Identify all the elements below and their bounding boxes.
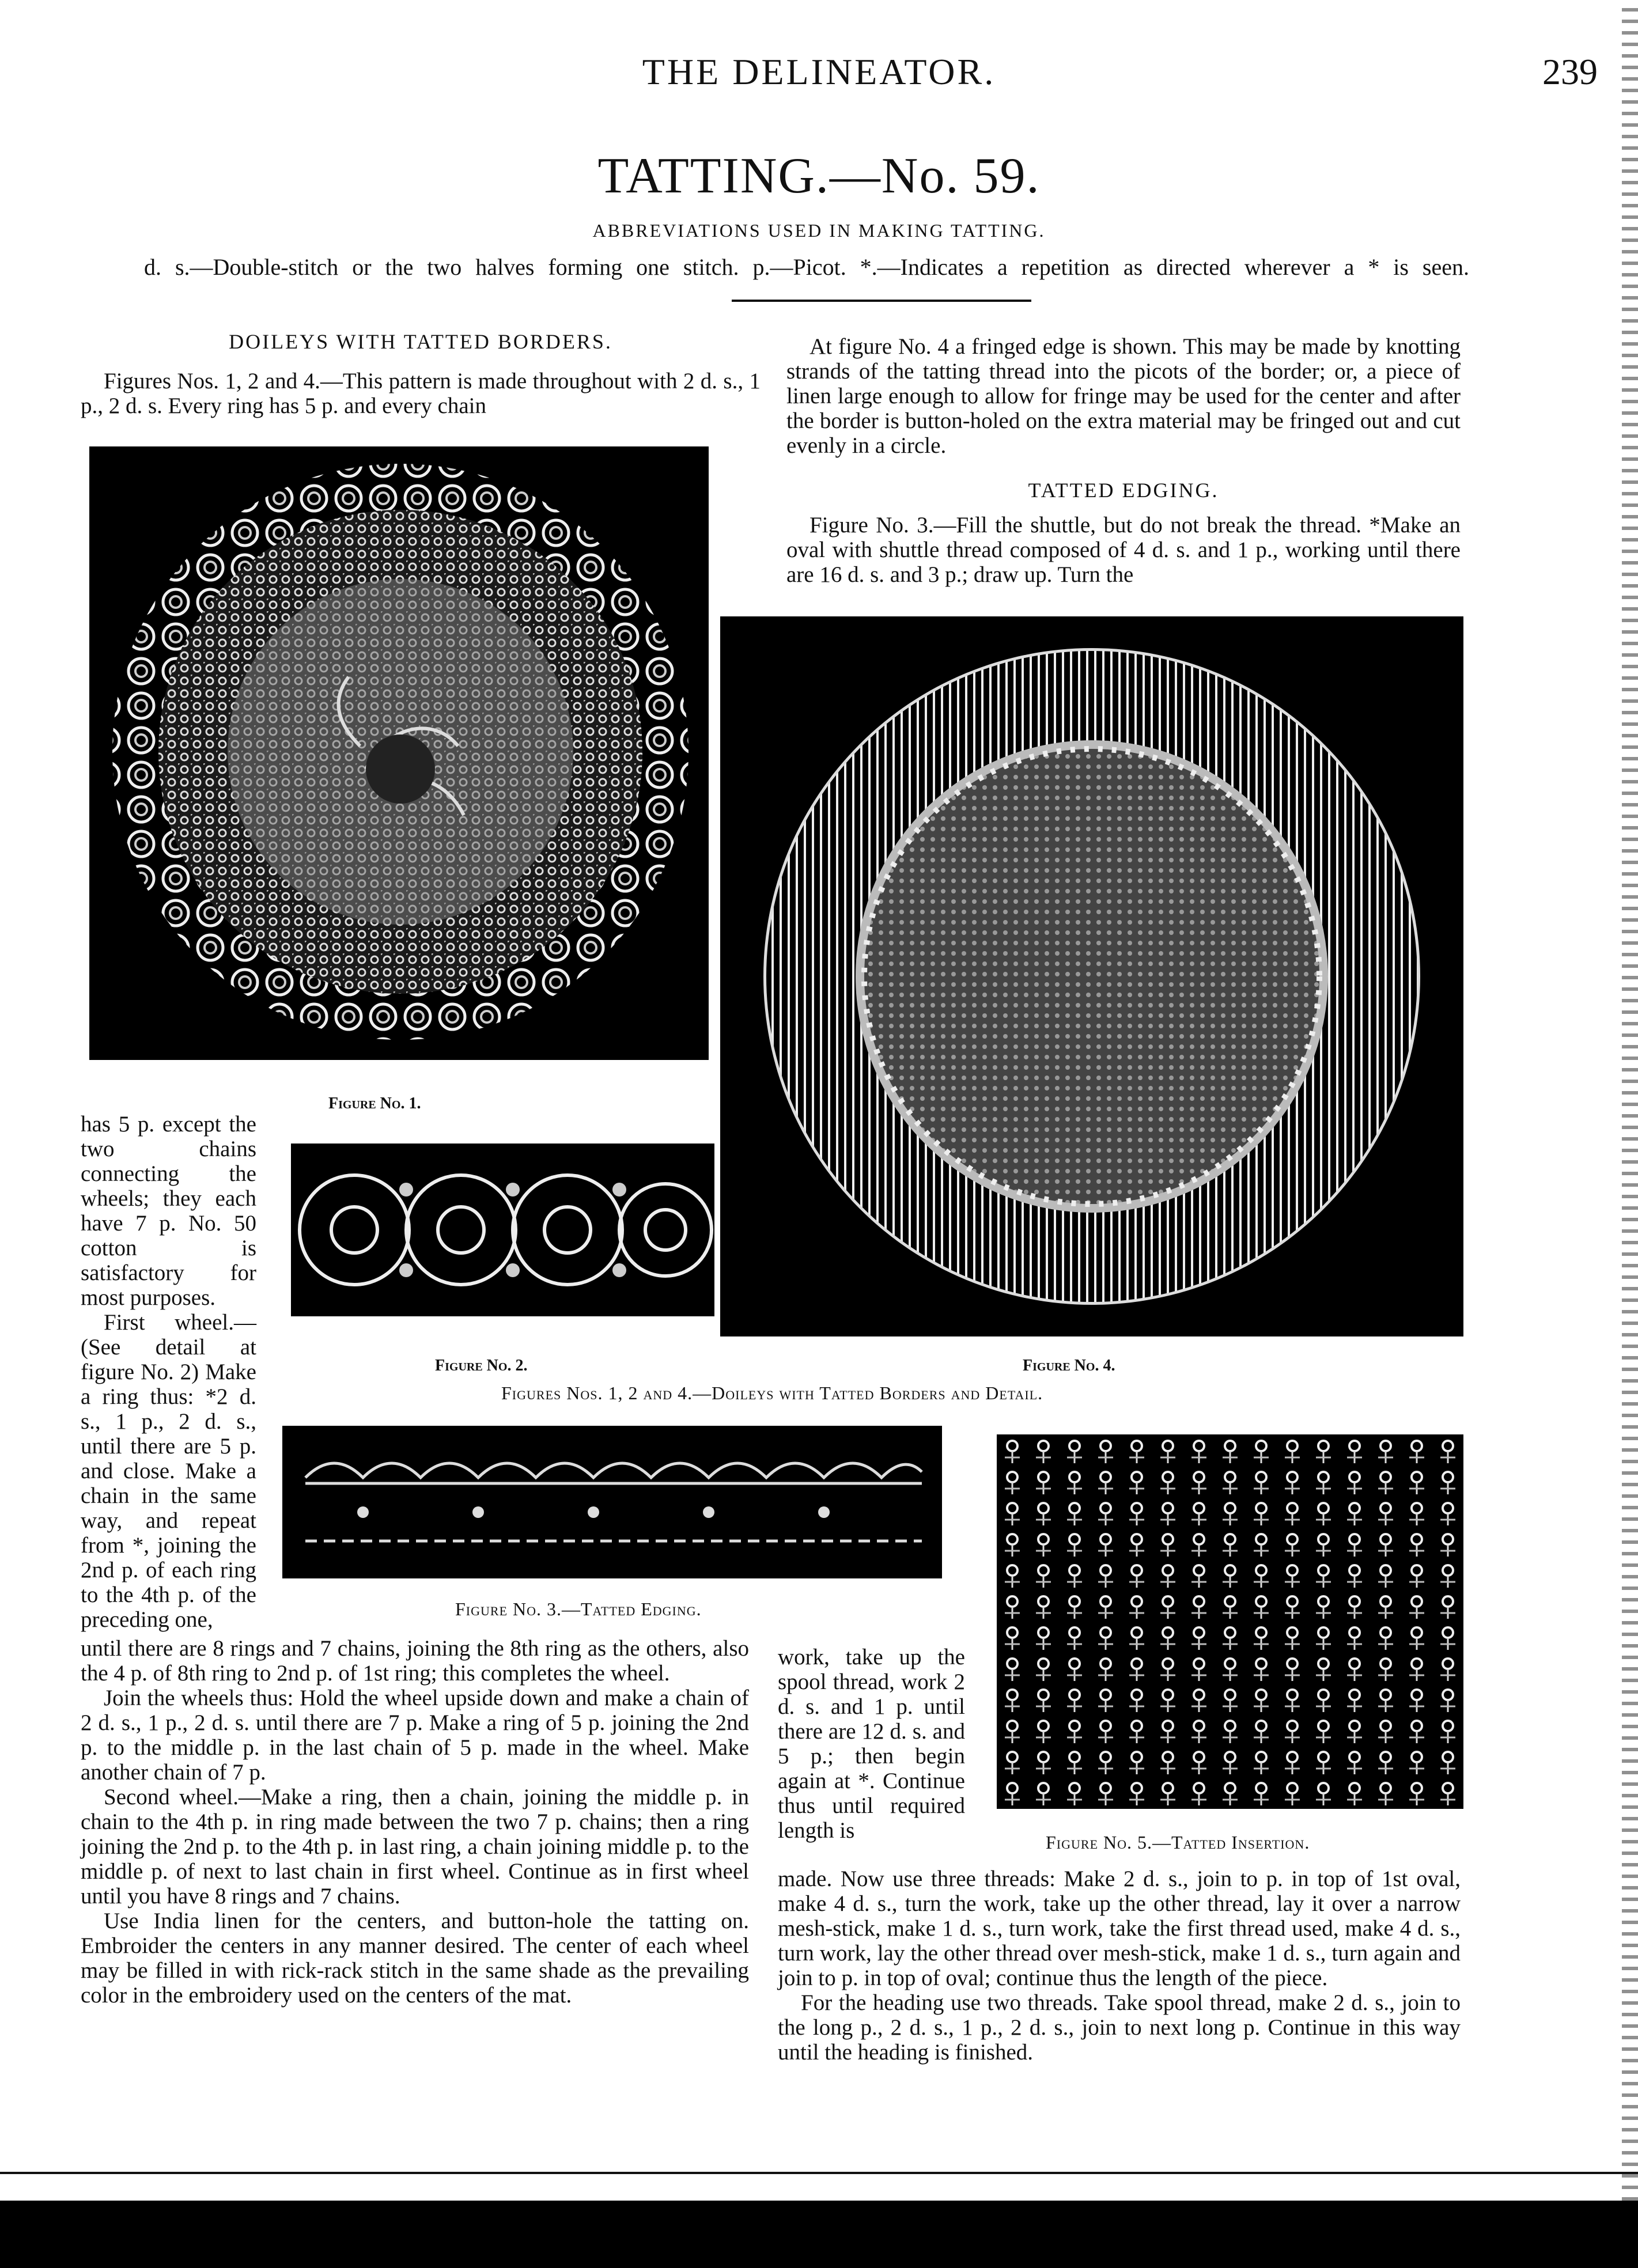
tatted-edging-image	[282, 1426, 942, 1578]
section-heading-doileys: DOILEYS WITH TATTED BORDERS.	[229, 330, 612, 353]
figure-3-photo	[282, 1426, 942, 1578]
running-head: THE DELINEATOR.	[642, 51, 996, 92]
fringed-doiley-image	[720, 616, 1463, 1336]
figure-5-photo	[997, 1434, 1463, 1809]
left-body-text	[81, 1636, 749, 2008]
right-narrow-paragraph: work, take up the spool thread, work 2 d. s. and 1 p. until there are 12 d. s. and 5 p.; then begin again at *. Continue thus until required length is	[778, 1645, 965, 1843]
wheel-detail-image	[291, 1144, 714, 1316]
right-body-text	[778, 1866, 1461, 2065]
figure-1-photo	[89, 446, 709, 1060]
figure-4-caption: Figure No. 4.	[1023, 1357, 1115, 1375]
abbreviations-heading: ABBREVIATIONS USED IN MAKING TATTING.	[592, 220, 1046, 241]
divider-rule	[732, 300, 1031, 302]
figure-2-photo	[291, 1144, 714, 1316]
left-body-paragraph-4: Use India linen for the centers, and button-hole the tatting on. Embroider the centers in any manner desired. The center of each wheel may be filled in with rick-rack stitch in the same shade as the prevailing color in the embroidery used on the centers of the mat.	[81, 1909, 749, 2008]
tatted-insertion-image	[997, 1434, 1463, 1809]
figure-5-caption: Figure No. 5.—Tatted Insertion.	[1046, 1832, 1310, 1853]
left-body-paragraph-1: until there are 8 rings and 7 chains, joining the 8th ring as the others, also the 4 p. of 8th ring to 2nd p. of 1st ring; this completes the wheel.	[81, 1636, 749, 1686]
left-body-paragraph-2: Join the wheels thus: Hold the wheel upside down and make a chain of 2 d. s., 1 p., 2 d. s. until there are 7 p. Make a ring of 5 p. joining the 2nd p. to the middle p. in the last chain of 5 p. made in the wheel. Make another chain of 7 p.	[81, 1686, 749, 1785]
edging-paragraph-block	[786, 513, 1461, 587]
article-title: TATTING.—No. 59.	[597, 148, 1041, 204]
page-edge-right	[1622, 0, 1638, 2268]
figure-3-caption: Figure No. 3.—Tatted Edging.	[455, 1599, 702, 1619]
narrow-paragraph-2: First wheel.—(See detail at figure No. 2) Make a ring thus: *2 d. s., 1 p., 2 d. s., until there are 5 p. and close. Make a chain in the same way, and repeat from *, joining the 2nd p. of each ring to the 4th p. of the preceding one,	[81, 1310, 256, 1632]
figure-2-caption: Figure No. 2.	[435, 1357, 528, 1375]
figure-4-photo	[720, 616, 1463, 1336]
abbreviations-line: d. s.—Double-stitch or the two halves forming one stitch. p.—Picot. *.—Indicates a repetition as directed wherever a * is seen.	[144, 254, 1469, 280]
left-narrow-text	[81, 1112, 256, 1632]
scan-bottom-edge	[0, 2201, 1638, 2268]
fringe-paragraph-block	[786, 334, 1461, 458]
intro-text: Figures Nos. 1, 2 and 4.—This pattern is made throughout with 2 d. s., 1 p., 2 d. s. Every ring has 5 p. and every chain	[81, 369, 761, 418]
page-number: 239	[1542, 51, 1598, 92]
left-body-paragraph-3: Second wheel.—Make a ring, then a chain, joining the middle p. in chain to the 4th p. in ring made between the two 7 p. chains; then a ring joining the 2nd p. to the 4th p. in last ring, a chain joining middle p. to the middle p. of next to last chain in first wheel. Continue as in first wheel until you have 8 rings and 7 chains.	[81, 1785, 749, 1909]
doiley-image	[89, 446, 709, 1060]
edging-paragraph: Figure No. 3.—Fill the shuttle, but do not break the thread. *Make an oval with shuttle thread composed of 4 d. s. and 1 p., working until there are 16 d. s. and 3 p.; draw up. Turn the	[786, 513, 1461, 587]
right-narrow-text	[778, 1645, 965, 1843]
narrow-paragraph-1: has 5 p. except the two chains connecting the wheels; they each have 7 p. No. 50 cotton is satisfactory for most purposes.	[81, 1112, 256, 1310]
figure-1-caption: Figure No. 1.	[328, 1095, 421, 1112]
right-body-paragraph-2: For the heading use two threads. Take spool thread, make 2 d. s., join to the long p., 2 d. s., 1 p., 2 d. s., join to next long p. Continue in this way until the heading is finished.	[778, 1990, 1461, 2065]
combined-caption: Figures Nos. 1, 2 and 4.—Doileys with Tatted Borders and Detail.	[501, 1383, 1043, 1403]
section-heading-edging: TATTED EDGING.	[1028, 479, 1219, 502]
intro-paragraph	[81, 369, 761, 418]
page-bottom-rule	[0, 2172, 1638, 2174]
fringe-paragraph: At figure No. 4 a fringed edge is shown. This may be made by knotting strands of the tatting thread into the picots of the border; or, a piece of linen large enough to allow for fringe may be used for the center and after the border is button-holed on the extra material may be fringed out and cut evenly in a circle.	[786, 334, 1461, 458]
right-body-paragraph-1: made. Now use three threads: Make 2 d. s., join to p. in top of 1st oval, make 4 d. s., turn the work, take up the other thread, lay it over a narrow mesh-stick, make 1 d. s., turn work, take the first thread used, make 4 d. s., turn work, lay the other thread over mesh-stick, make 1 d. s., turn again and join to p. in top of oval; continue thus the length of the piece.	[778, 1866, 1461, 1990]
